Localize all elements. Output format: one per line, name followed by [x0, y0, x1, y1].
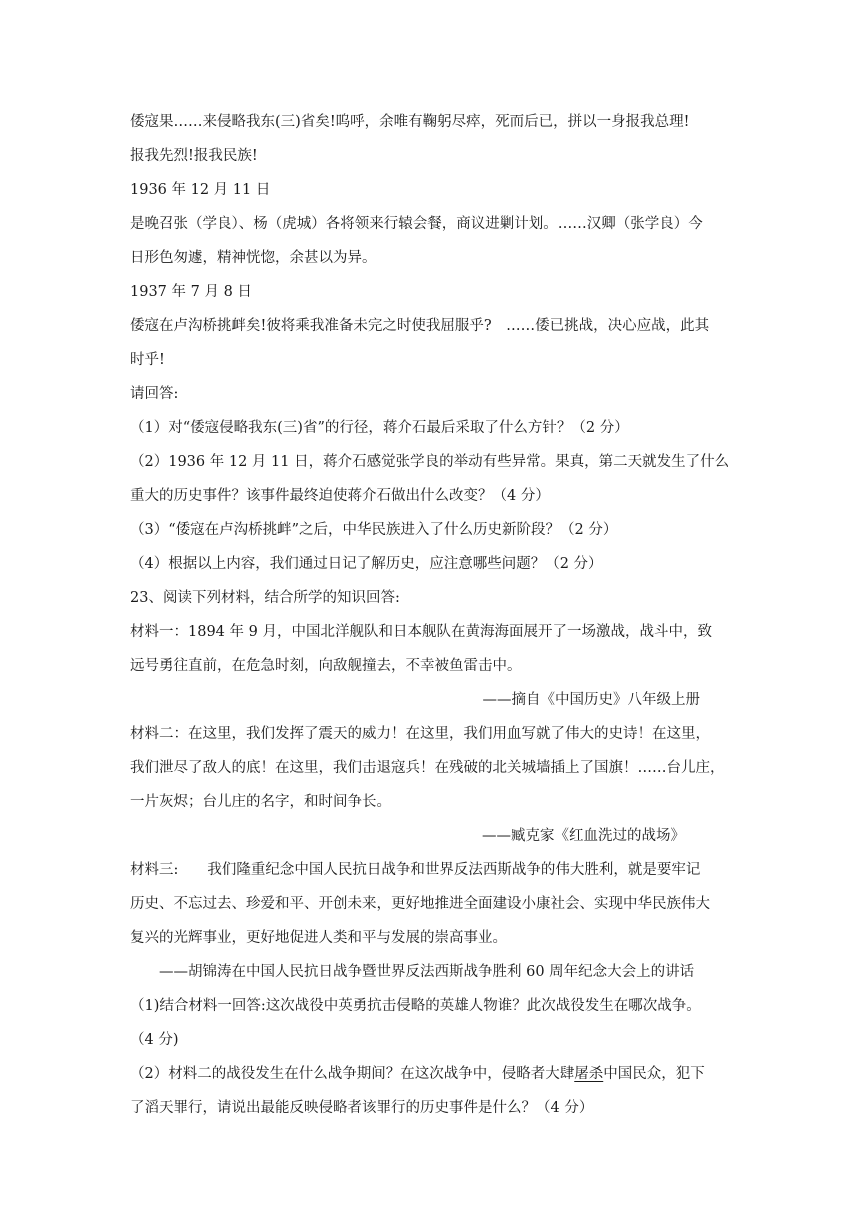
diary-text-line: 倭寇果……来侵略我东(三)省矣!呜呼，余唯有鞠躬尽瘁，死而后已，拼以一身报我总理! — [130, 114, 690, 130]
diary-text-line: 日形色匆遽，精神恍惚，余甚以为异。 — [130, 250, 377, 266]
question-item: （2）1936 年 12 月 11 日，蒋介石感觉张学良的举动有些异常。果真，第二天就发生了什么 — [130, 454, 730, 470]
question-item: 重大的历史事件？该事件最终迫使蒋介石做出什么改变？（4 分） — [130, 488, 550, 504]
question-item: （4 分) — [130, 1032, 179, 1048]
question-heading: 23、阅读下列材料，结合所学的知识回答: — [130, 590, 400, 606]
material-source: ——臧克家《红血洗过的战场》 — [482, 828, 685, 844]
material-text-line: 材料一：1894 年 9 月，中国北洋舰队和日本舰队在黄海海面展开了一场激战，战斗中，致 — [130, 624, 712, 640]
material-source: ——摘自《中国历史》八年级上册 — [482, 692, 700, 708]
diary-date: 1937 年 7 月 8 日 — [130, 284, 252, 300]
material-source: ——胡锦涛在中国人民抗日战争暨世界反法西斯战争胜利 60 周年纪念大会上的讲话 — [130, 964, 695, 980]
question-text: 中国民众，犯下 — [603, 1066, 705, 1082]
question-item: （1）对“倭寇侵略我东(三)省”的行径，蒋介石最后采取了什么方针？（2 分） — [130, 420, 629, 436]
material-text-line: 材料二：在这里，我们发挥了震天的威力！在这里，我们用血写就了伟大的史诗！在这里， — [130, 726, 710, 742]
diary-date: 1936 年 12 月 11 日 — [130, 182, 271, 198]
diary-text-line: 时乎! — [130, 352, 165, 368]
material-text-line: 远号勇往直前，在危急时刻，向敌舰撞去，不幸被鱼雷击中。 — [130, 658, 522, 674]
material-text-line: 我们泄尽了敌人的底！在这里，我们击退寇兵！在残破的北关城墙插上了国旗！……台儿庄， — [130, 760, 725, 776]
question-item: 了滔天罪行，请说出最能反映侵略者该罪行的历史事件是什么？（4 分） — [130, 1100, 594, 1116]
material-text-line: 一片灰烬；台儿庄的名字，和时间争长。 — [130, 794, 391, 810]
diary-text-line: 是晚召张（学良）、杨（虎城）各将领来行辕会餐，商议进剿计划。……汉卿（张学良）今 — [130, 216, 703, 232]
diary-text-line: 报我先烈!报我民族! — [130, 148, 258, 164]
underlined-word: 屠杀 — [574, 1066, 604, 1082]
diary-text-line: 倭寇在卢沟桥挑衅矣!彼将乘我准备未完之时使我屈服乎? ……倭已挑战，决心应战，此其 — [130, 318, 710, 334]
question-prompt: 请回答: — [130, 386, 179, 402]
material-text-line: 历史、不忘过去、珍爱和平、开创未来，更好地推进全面建设小康社会、实现中华民族伟大 — [130, 896, 710, 912]
question-item: （4）根据以上内容，我们通过日记了解历史，应注意哪些问题？（2 分） — [130, 556, 603, 572]
material-text-line: 复兴的光辉事业，更好地促进人类和平与发展的崇高事业。 — [130, 930, 507, 946]
material-text-line: 材料三: 我们隆重纪念中国人民抗日战争和世界反法西斯战争的伟大胜利，就是要牢记 — [130, 862, 701, 878]
question-text: （2）材料二的战役发生在什么战争期间？在这次战争中，侵略者大肆 — [130, 1066, 575, 1082]
question-item: （1)结合材料一回答:这次战役中英勇抗击侵略的英雄人物谁？此次战役发生在哪次战争。 — [130, 998, 701, 1014]
question-item: （3）“倭寇在卢沟桥挑衅”之后，中华民族进入了什么历史新阶段？（2 分） — [130, 522, 618, 538]
question-item — [130, 1064, 730, 1084]
